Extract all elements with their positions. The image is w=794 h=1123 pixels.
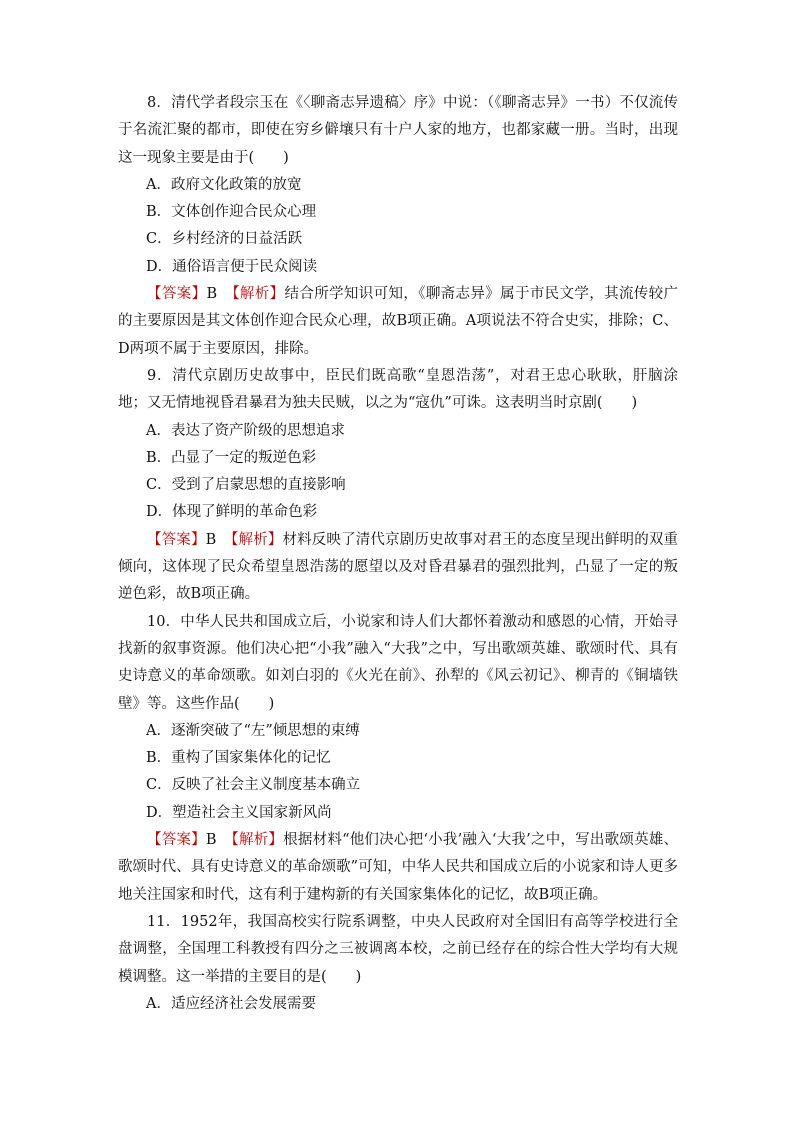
answer-tag: 【答案】 (147, 286, 207, 303)
question-10-option-d: D．塑造社会主义国家新风尚 (146, 804, 332, 821)
analysis-tag: 【解析】 (231, 531, 283, 548)
question-9-option-c: C．受到了启蒙思想的直接影响 (146, 477, 346, 494)
answer-tag: 【答案】 (147, 832, 206, 849)
answer-value: B (206, 286, 218, 303)
question-9-answer (118, 527, 678, 609)
question-10-option-a: A．逐渐突破了“左”倾思想的束缚 (146, 722, 360, 739)
question-10-option-c: C．反映了社会主义制度基本确立 (146, 777, 361, 794)
question-9-option-a: A．表达了资产阶级的思想追求 (146, 422, 345, 439)
analysis-tag: 【解析】 (231, 832, 284, 849)
analysis-text: 根据材料“他们决心把‘小我’融入‘大我’之中，写出歌颂英雄、歌颂时代、具有史诗意义的革命颂歌”可知，中华人民共和国成立后的小说家和诗人更多地关注国家和时代，这有利于建构新的有关国家集体化的记忆，故B项正确。 (118, 832, 679, 903)
question-11-stem: 11．1952年，我国高校实行院系调整，中央人民政府对全国旧有高等学校进行全盘调整，全国理工科教授有四分之三被调离本校，之前已经存在的综合性大学均有大规模调整。这一举措的主要目的是( ) (118, 913, 678, 985)
question-10-answer (118, 827, 678, 909)
answer-value: B (205, 531, 217, 548)
question-11-option-a: A．适应经济社会发展需要 (146, 995, 316, 1012)
question-content (118, 90, 678, 1018)
question-8-stem: 8．清代学者段宗玉在《〈聊斋志异遗稿〉序》中说：（《聊斋志异》一书）不仅流传于名流汇聚的都市，即使在穷乡僻壤只有十户人家的地方，也都家藏一册。当时，出现这一现象主要是由于( ) (118, 95, 678, 166)
question-10-stem: 10．中华人民共和国成立后，小说家和诗人们大都怀着激动和感恩的心情，开始寻找新的叙事资源。他们决心把“小我”融入“大我”之中，写出歌颂英雄、歌颂时代、具有史诗意义的革命颂歌。如刘白羽的《火光在前》、孙犁的《风云初记》、柳青的《铜墙铁壁》等。这些作品( ) (118, 613, 678, 712)
answer-tag: 【答案】 (147, 531, 206, 548)
analysis-text: 结合所学知识可知，《聊斋志异》属于市民文学，其流传较广的主要原因是其文体创作迎合民众心理，故B项正确。A项说法不符合史实，排除；C、D两项不属于主要原因，排除。 (118, 286, 679, 357)
question-9-option-d: D．体现了鲜明的革命色彩 (146, 504, 318, 521)
question-8-option-b: B．文体创作迎合民众心理 (146, 204, 317, 221)
question-8-option-c: C．乡村经济的日益活跃 (146, 231, 303, 248)
analysis-text: 材料反映了清代京剧历史故事对君王的态度呈现出鲜明的双重倾向，这体现了民众希望皇恩浩荡的愿望以及对昏君暴君的强烈批判，凸显了一定的叛逆色彩，故B项正确。 (118, 531, 679, 603)
question-8-option-d: D．通俗语言便于民众阅读 (146, 258, 318, 275)
question-8-answer (118, 281, 678, 363)
question-8-option-a: A．政府文化政策的放宽 (146, 176, 302, 193)
question-9-stem: 9．清代京剧历史故事中，臣民们既高歌“皇恩浩荡”，对君王忠心耿耿，肝脑涂地；又无情地视昏君暴君为独夫民贼，以之为“寇仇”可诛。这表明当时京剧( ) (118, 367, 678, 412)
question-10-option-b: B．重构了国家集体化的记忆 (146, 750, 331, 767)
answer-value: B (205, 832, 217, 849)
analysis-tag: 【解析】 (232, 286, 285, 303)
question-9-option-b: B．凸显了一定的叛逆色彩 (146, 449, 317, 466)
